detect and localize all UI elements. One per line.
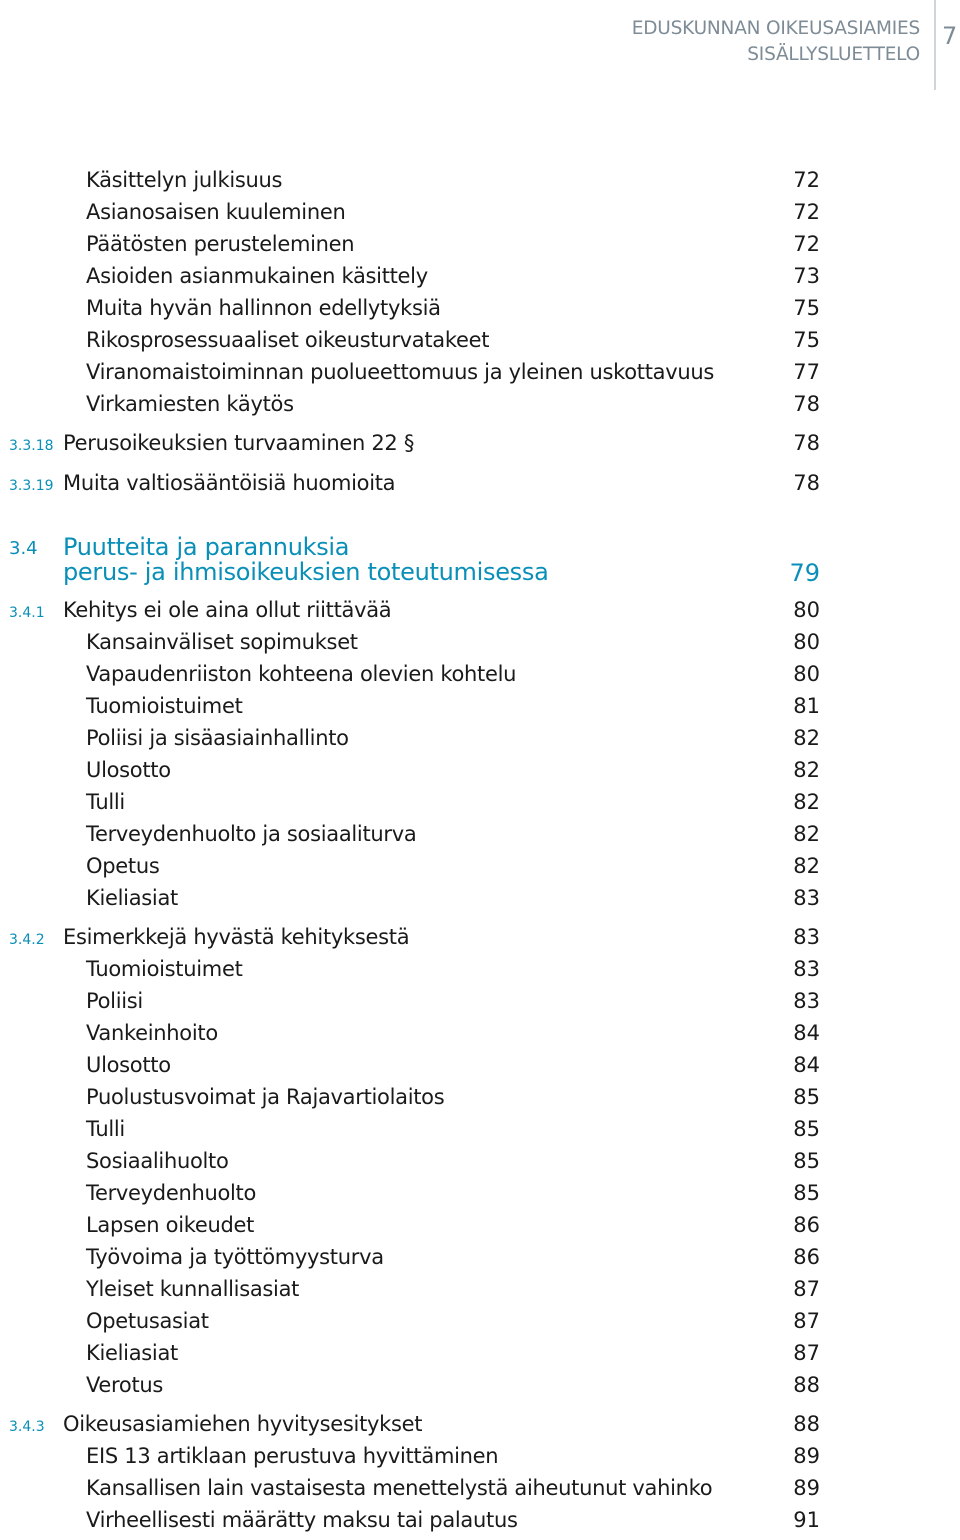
toc-entry-page: 72	[793, 232, 820, 256]
toc-entry[interactable]	[0, 662, 960, 694]
toc-entry[interactable]	[0, 1021, 960, 1053]
toc-entry-page: 83	[793, 925, 820, 949]
toc-entry[interactable]	[0, 392, 960, 424]
toc-entry-title: Yleiset kunnallisasiat	[86, 1277, 300, 1301]
header-publication-title: EDUSKUNNAN OIKEUSASIAMIES	[631, 18, 920, 39]
toc-entry-title: Kehitys ei ole aina ollut riittävää	[63, 598, 392, 622]
toc-entry[interactable]	[0, 1149, 960, 1181]
toc-entry-title: Opetus	[86, 854, 160, 878]
toc-entry-title: Ulosotto	[86, 1053, 171, 1077]
toc-entry-title: Kieliasiat	[86, 886, 178, 910]
toc-entry-page: 87	[793, 1277, 820, 1301]
toc-entry-title: Tuomioistuimet	[86, 957, 243, 981]
page-number: 7	[942, 22, 958, 50]
toc-entry-page: 85	[793, 1085, 820, 1109]
toc-section-number: 3.4.3	[9, 1419, 45, 1435]
toc-entry-title: Asianosaisen kuuleminen	[86, 200, 346, 224]
toc-entry-title: Puolustusvoimat ja Rajavartiolaitos	[86, 1085, 445, 1109]
toc-entry-page: 83	[793, 957, 820, 981]
toc-entry-title: Asioiden asianmukainen käsittely	[86, 264, 428, 288]
toc-entry-page: 86	[793, 1213, 820, 1237]
toc-entry-title: Muita hyvän hallinnon edellytyksiä	[86, 296, 441, 320]
toc-entry-page: 80	[793, 598, 820, 622]
toc-entry-title: Vapaudenriiston kohteena olevien kohtelu	[86, 662, 517, 686]
toc-entry[interactable]	[0, 328, 960, 360]
toc-entry-page: 85	[793, 1149, 820, 1173]
toc-entry[interactable]	[0, 854, 960, 886]
header-section-title: SISÄLLYSLUETTELO	[747, 44, 920, 65]
toc-entry-page: 75	[793, 296, 820, 320]
toc-entry-title: Kansainväliset sopimukset	[86, 630, 358, 654]
toc-chapter-title-line2: perus- ja ihmisoikeuksien toteutumisessa	[63, 558, 549, 586]
toc-entry[interactable]	[0, 264, 960, 296]
toc-entry-title: Virheellisesti määrätty maksu tai palautus	[86, 1508, 518, 1532]
toc-entry-title: Vankeinhoito	[86, 1021, 218, 1045]
toc-entry[interactable]	[0, 989, 960, 1021]
toc-entry[interactable]	[0, 1508, 960, 1540]
toc-entry-title: Poliisi	[86, 989, 143, 1013]
toc-section-entry[interactable]	[0, 598, 960, 630]
toc-section-entry[interactable]	[0, 471, 960, 503]
toc-section-number: 3.4.2	[9, 932, 45, 948]
toc-entry-page: 85	[793, 1181, 820, 1205]
toc-entry[interactable]	[0, 1085, 960, 1117]
toc-section-entry[interactable]	[0, 925, 960, 957]
toc-entry[interactable]	[0, 726, 960, 758]
toc-entry-page: 89	[793, 1476, 820, 1500]
toc-entry-page: 78	[793, 471, 820, 495]
toc-entry-page: 78	[793, 392, 820, 416]
toc-entry-page: 84	[793, 1053, 820, 1077]
toc-entry-title: Terveydenhuolto	[86, 1181, 257, 1205]
toc-entry-page: 86	[793, 1245, 820, 1269]
toc-entry-page: 80	[793, 662, 820, 686]
toc-entry[interactable]	[0, 790, 960, 822]
toc-entry-page: 84	[793, 1021, 820, 1045]
toc-entry[interactable]	[0, 886, 960, 918]
toc-entry[interactable]	[0, 1341, 960, 1373]
toc-entry-page: 83	[793, 989, 820, 1013]
toc-entry-title: Kansallisen lain vastaisesta menettelystä aiheutunut vahinko	[86, 1476, 713, 1500]
toc-entry-title: Esimerkkejä hyvästä kehityksestä	[63, 925, 410, 949]
toc-entry-page: 82	[793, 758, 820, 782]
toc-entry[interactable]	[0, 200, 960, 232]
toc-entry-title: Tulli	[86, 790, 125, 814]
toc-entry-page: 91	[793, 1508, 820, 1532]
toc-entry-title: Kieliasiat	[86, 1341, 178, 1365]
toc-entry-page: 88	[793, 1412, 820, 1436]
toc-entry[interactable]	[0, 822, 960, 854]
toc-entry-page: 82	[793, 822, 820, 846]
toc-entry-title: Päätösten perusteleminen	[86, 232, 355, 256]
toc-entry[interactable]	[0, 1309, 960, 1341]
toc-section-number: 3.3.18	[9, 438, 54, 454]
toc-entry-title: Sosiaalihuolto	[86, 1149, 229, 1173]
toc-entry-page: 77	[793, 360, 820, 384]
toc-chapter-entry[interactable]	[0, 534, 960, 590]
toc-entry-title: Rikosprosessuaaliset oikeusturvatakeet	[86, 328, 490, 352]
toc-entry[interactable]	[0, 360, 960, 392]
toc-entry-page: 82	[793, 854, 820, 878]
toc-entry-page: 82	[793, 790, 820, 814]
toc-section-number: 3.3.19	[9, 478, 54, 494]
toc-entry[interactable]	[0, 758, 960, 790]
toc-entry-title: Käsittelyn julkisuus	[86, 168, 283, 192]
toc-entry-page: 87	[793, 1309, 820, 1333]
toc-entry[interactable]	[0, 694, 960, 726]
toc-entry-title: Terveydenhuolto ja sosiaaliturva	[86, 822, 417, 846]
toc-entry-page: 82	[793, 726, 820, 750]
toc-entry-title: Työvoima ja työttömyysturva	[86, 1245, 384, 1269]
toc-entry-title: Verotus	[86, 1373, 164, 1397]
toc-entry-title: Viranomaistoiminnan puolueettomuus ja yleinen uskottavuus	[86, 360, 715, 384]
toc-entry[interactable]	[0, 1213, 960, 1245]
toc-entry[interactable]	[0, 232, 960, 264]
toc-section-entry[interactable]	[0, 431, 960, 463]
toc-entry-page: 79	[789, 559, 820, 587]
toc-entry-title: Tulli	[86, 1117, 125, 1141]
toc-entry[interactable]	[0, 1245, 960, 1277]
toc-entry[interactable]	[0, 1373, 960, 1405]
toc-entry-title: Oikeusasiamiehen hyvitysesitykset	[63, 1412, 423, 1436]
toc-entry-page: 73	[793, 264, 820, 288]
toc-entry[interactable]	[0, 296, 960, 328]
toc-section-number: 3.4.1	[9, 605, 45, 621]
toc-entry-title: Opetusasiat	[86, 1309, 209, 1333]
toc-entry-page: 80	[793, 630, 820, 654]
toc-entry-title: EIS 13 artiklaan perustuva hyvittäminen	[86, 1444, 499, 1468]
toc-entry-page: 72	[793, 168, 820, 192]
toc-entry-page: 75	[793, 328, 820, 352]
toc-entry-title: Poliisi ja sisäasiainhallinto	[86, 726, 349, 750]
toc-chapter-title-line1: Puutteita ja parannuksia	[63, 533, 350, 561]
toc-entry-page: 89	[793, 1444, 820, 1468]
toc-entry-title: Ulosotto	[86, 758, 171, 782]
toc-entry-page: 87	[793, 1341, 820, 1365]
toc-entry-page: 85	[793, 1117, 820, 1141]
toc-entry-title: Virkamiesten käytös	[86, 392, 294, 416]
toc-entry[interactable]	[0, 1476, 960, 1508]
toc-entry-page: 81	[793, 694, 820, 718]
toc-chapter-number: 3.4	[9, 538, 38, 559]
toc-entry-page: 72	[793, 200, 820, 224]
toc-entry-title: Muita valtiosääntöisiä huomioita	[63, 471, 396, 495]
toc-entry[interactable]	[0, 1277, 960, 1309]
toc-entry[interactable]	[0, 630, 960, 662]
toc-entry-page: 88	[793, 1373, 820, 1397]
toc-entry-title: Lapsen oikeudet	[86, 1213, 255, 1237]
toc-section-entry[interactable]	[0, 1412, 960, 1444]
toc-entry[interactable]	[0, 1053, 960, 1085]
toc-entry-title: Tuomioistuimet	[86, 694, 243, 718]
toc-entry[interactable]	[0, 1117, 960, 1149]
toc-entry[interactable]	[0, 1181, 960, 1213]
toc-entry[interactable]	[0, 168, 960, 200]
toc-entry-page: 78	[793, 431, 820, 455]
toc-entry-title: Perusoikeuksien turvaaminen 22 §	[63, 431, 415, 455]
toc-entry[interactable]	[0, 957, 960, 989]
toc-entry[interactable]	[0, 1444, 960, 1476]
toc-entry-page: 83	[793, 886, 820, 910]
